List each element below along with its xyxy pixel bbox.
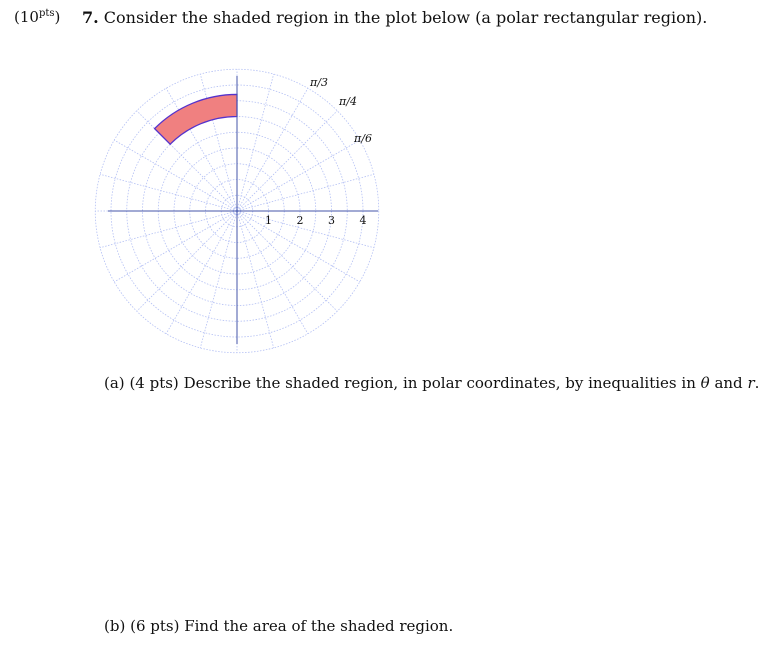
points-label: $(10^{pts})$ <box>14 8 61 26</box>
radial-tick-label: 1 <box>265 214 272 227</box>
grid-ray <box>237 211 337 311</box>
grid-ray <box>237 174 374 211</box>
angle-label: π/4 <box>339 95 357 108</box>
shaded-sector <box>155 94 237 144</box>
grid-ray <box>237 74 274 211</box>
angle-label: π/6 <box>354 132 372 145</box>
radial-tick-label: 3 <box>328 214 335 227</box>
grid-ray <box>200 211 237 348</box>
problem-text: Consider the shaded region in the plot below (a polar rectangular region). <box>103 8 708 27</box>
problem-number: 7. <box>82 8 99 27</box>
part-a-text: Describe the shaded region, in polar coordinates, by inequalities in <box>183 374 696 392</box>
shaded-region <box>155 94 237 144</box>
plot-labels <box>265 76 372 227</box>
radial-tick-label: 4 <box>359 214 367 227</box>
theta-symbol: θ <box>700 374 710 392</box>
r-symbol: r <box>747 374 755 392</box>
part-b-text: Find the area of the shaded region. <box>184 617 454 635</box>
grid-ray <box>237 111 337 211</box>
part-b: (b) (6 pts) Find the area of the shaded region. <box>104 617 454 635</box>
grid-ray <box>100 174 237 211</box>
polar-plot <box>100 68 390 353</box>
radial-tick-label: 2 <box>296 214 304 227</box>
grid-ray <box>237 211 374 248</box>
grid-ray <box>137 211 237 311</box>
grid-ray <box>100 211 237 248</box>
part-a: (a) (4 pts) Describe the shaded region, in polar coordinates, by inequalities in θ and r. <box>104 374 759 392</box>
grid-ray <box>166 211 237 334</box>
angle-label: π/3 <box>310 76 328 89</box>
problem-statement <box>82 8 707 27</box>
grid-ray <box>237 211 274 348</box>
axes <box>108 76 378 344</box>
